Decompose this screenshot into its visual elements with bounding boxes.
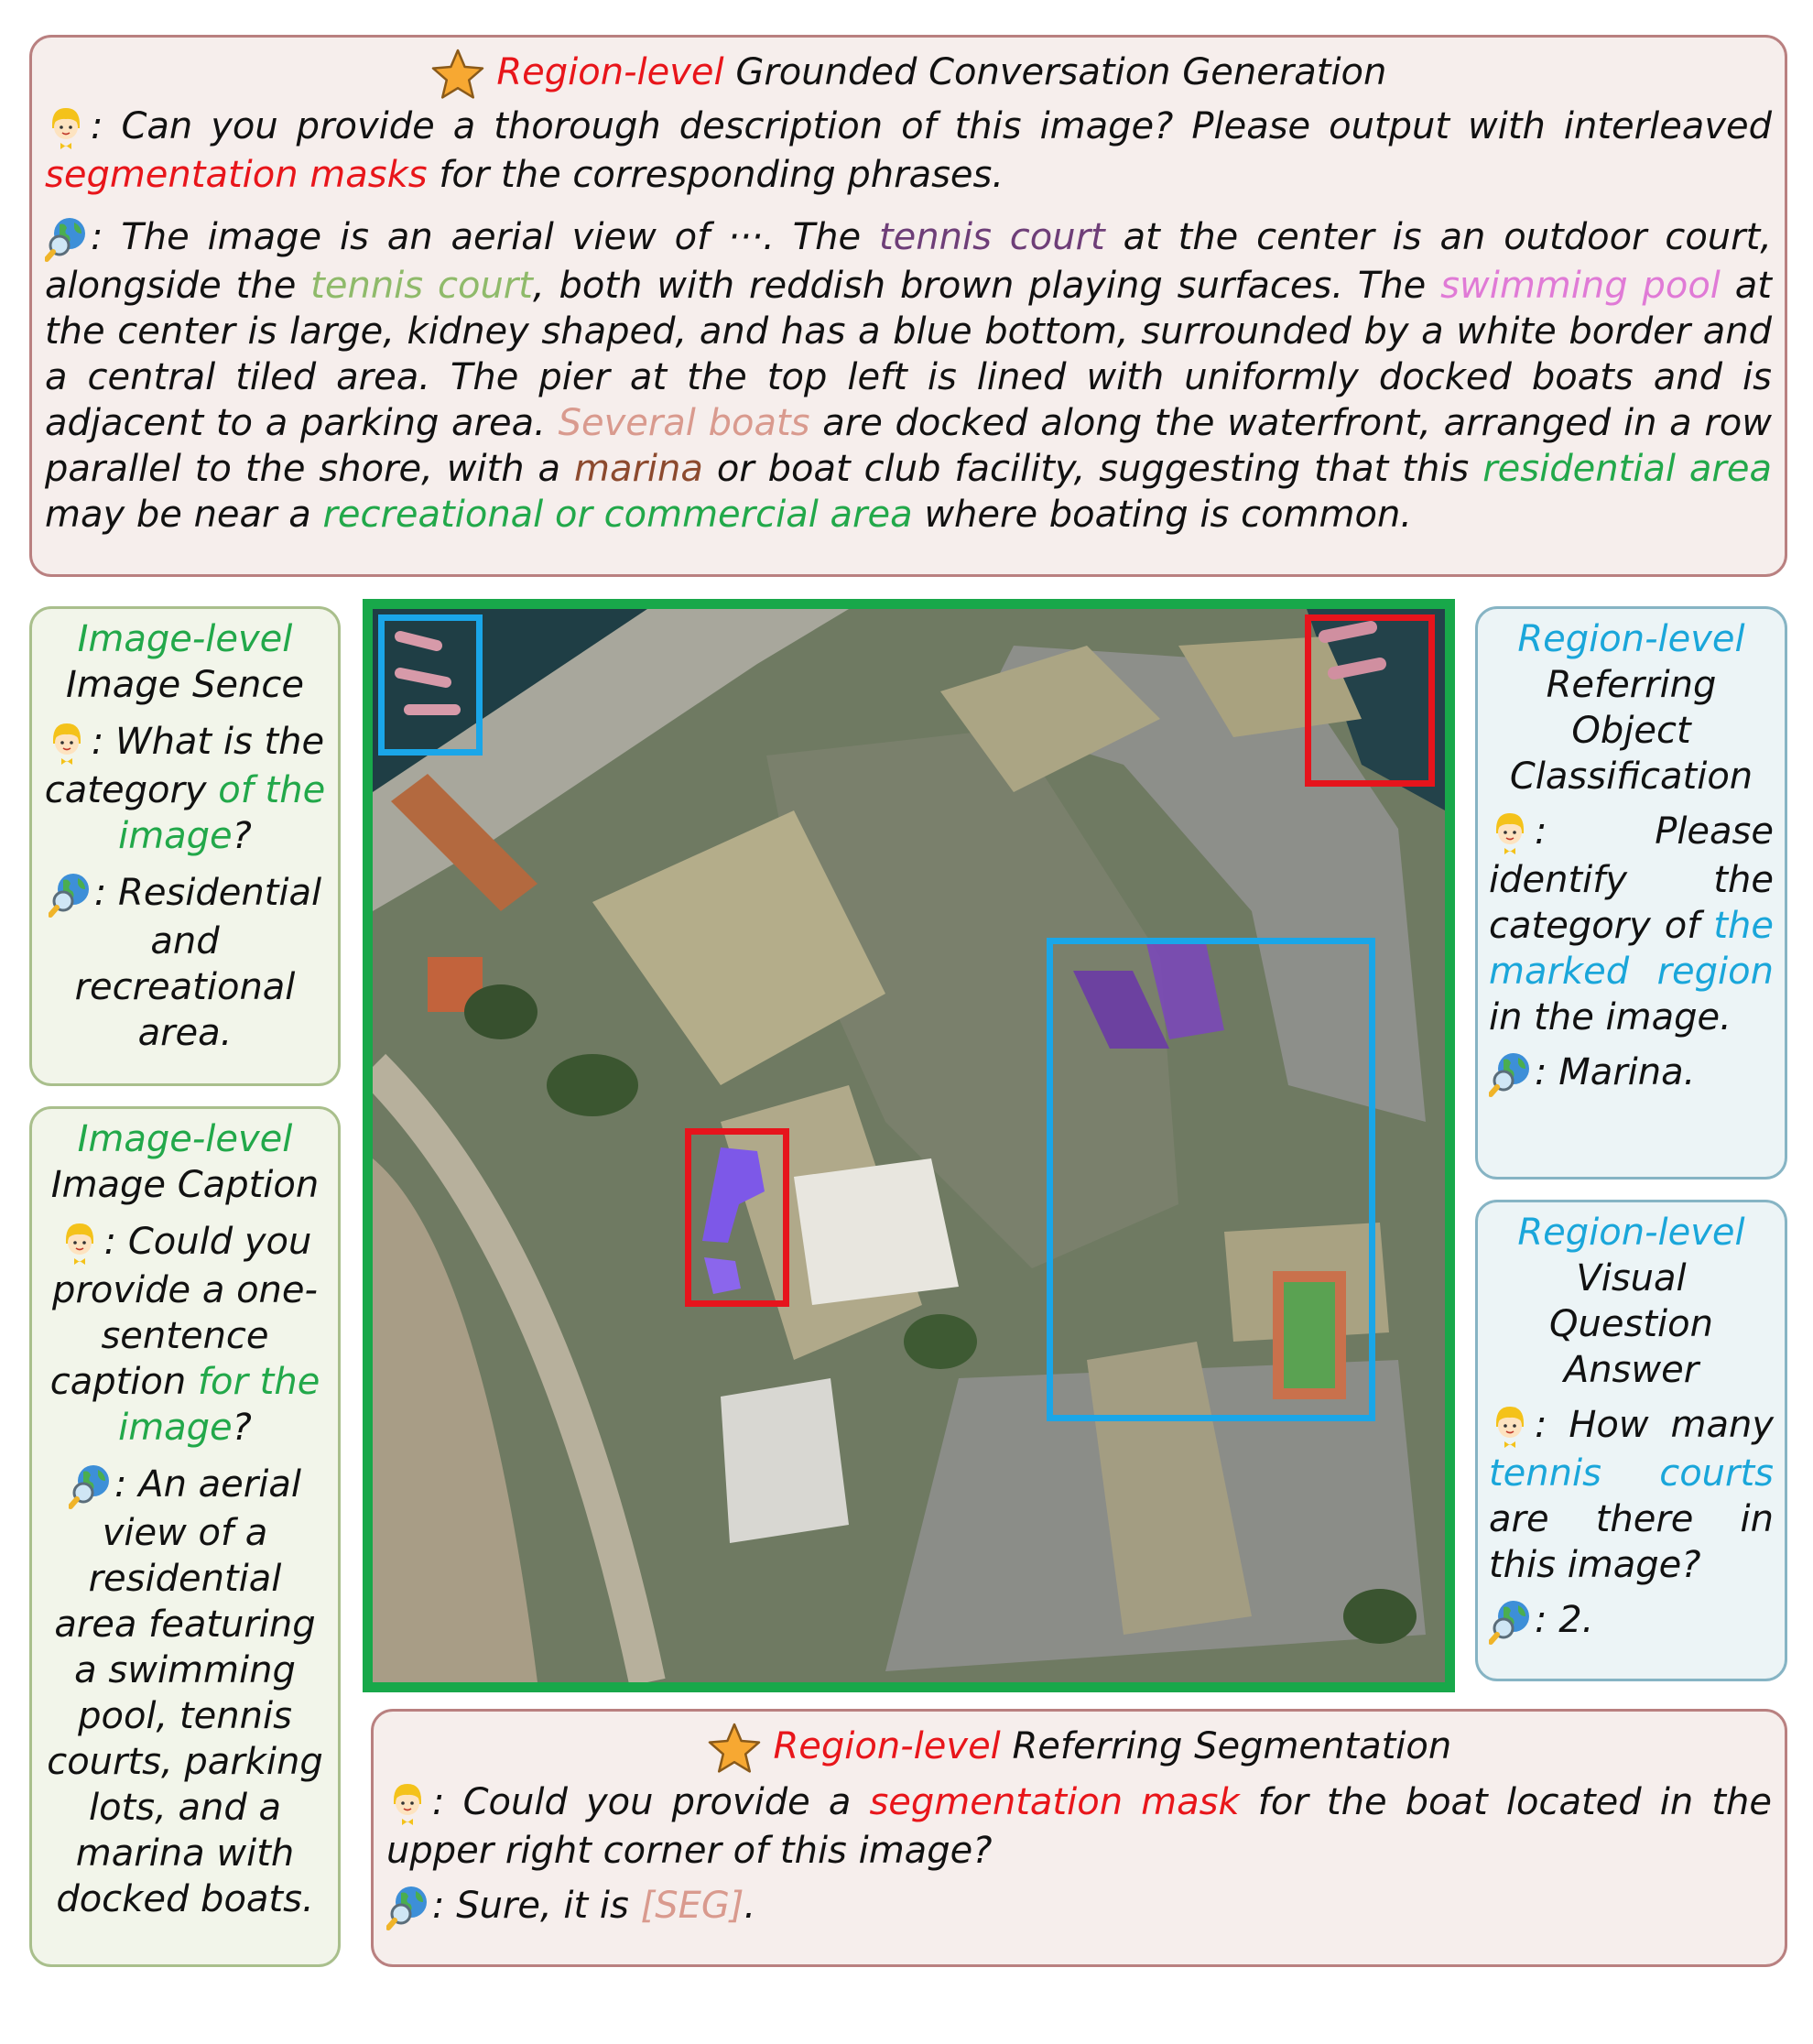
roc-answer-text: : Marina.	[1535, 1051, 1696, 1093]
seg-question	[386, 1779, 1772, 1874]
gcg-answer-text-1: : The image is an aerial view of ···. The	[91, 216, 879, 258]
gcg-phrase-tennis-court-2: tennis court	[310, 265, 533, 307]
seg-question-highlight: segmentation mask	[869, 1781, 1240, 1823]
vqa-answer-text: : 2.	[1535, 1599, 1594, 1641]
star-icon	[707, 1721, 762, 1776]
star-icon	[430, 47, 485, 102]
image-scene-question-text-2: ?	[232, 815, 252, 857]
roc-task: Referring Object Classification	[1509, 664, 1753, 798]
vqa-question-text-1: : How many	[1535, 1404, 1774, 1446]
image-caption-question-text-2: ?	[232, 1407, 252, 1449]
earth-magnifier-icon	[1489, 1050, 1531, 1098]
seg-question-text-1: : Could you provide a	[432, 1781, 870, 1823]
gcg-title-task: Grounded Conversation Generation	[723, 51, 1387, 93]
vqa-task: Visual Question Answer	[1549, 1257, 1713, 1391]
seg-title-task: Referring Segmentation	[1000, 1725, 1452, 1767]
gcg-answer-text-4: at the center is large, kidney shaped, and has a blue bottom, surrounded by a white border and a central tiled area. The pier at the top left is lined with uniformly docked boats and is adjacent to a parking area.	[45, 265, 1772, 444]
image-caption-answer	[43, 1462, 327, 1922]
user-icon	[59, 1220, 101, 1267]
marked-region-tennis-courts-box	[1047, 938, 1375, 1421]
vqa-level: Region-level	[1517, 1212, 1745, 1254]
image-caption-question-text-1: : Could you provide a one-sentence caption	[49, 1221, 318, 1403]
marked-region-swimming-pool-box	[685, 1128, 789, 1307]
gcg-question-highlight: segmentation masks	[45, 154, 428, 196]
gcg-question	[45, 103, 1772, 198]
user-icon	[46, 720, 88, 767]
marked-region-pier-box	[378, 614, 483, 756]
roc-question-text-2: in the image.	[1489, 996, 1732, 1038]
gcg-answer-text-3: , both with reddish brown playing surfaces. The	[532, 265, 1441, 307]
image-scene-panel	[29, 606, 341, 1086]
image-caption-question	[43, 1219, 327, 1451]
image-scene-question-highlight: of the image	[118, 769, 326, 857]
seg-answer-text-1: : Sure, it is	[432, 1885, 641, 1927]
gcg-phrase-swimming-pool: swimming pool	[1440, 265, 1721, 307]
gcg-question-text-1: : Can you provide a thorough description of this image? Please output with interleaved	[91, 105, 1772, 147]
vqa-question-highlight: tennis courts	[1489, 1452, 1774, 1495]
image-caption-answer-text: : An aerial view of a residential area featuring a swimming pool, tennis courts, parking lots, and a marina with docked boats.	[47, 1463, 323, 1920]
gcg-phrase-several-boats: Several boats	[558, 402, 810, 444]
image-scene-question	[43, 719, 327, 859]
vqa-question-text-2: are there in this image?	[1489, 1498, 1774, 1586]
seg-question-text-2: for the boat located in the upper right corner of this image?	[386, 1781, 1772, 1872]
earth-magnifier-icon	[69, 1462, 111, 1510]
referring-segmentation-panel	[371, 1709, 1787, 1967]
image-scene-task: Image Sence	[66, 664, 304, 706]
seg-title-level: Region-level	[773, 1725, 1001, 1767]
image-scene-question-text-1: : What is the category	[44, 721, 325, 811]
user-icon	[45, 104, 87, 152]
user-icon	[1489, 810, 1531, 857]
roc-question	[1489, 809, 1774, 1040]
gcg-panel	[29, 35, 1787, 577]
earth-magnifier-icon	[45, 215, 87, 263]
marked-region-marina-box	[1305, 614, 1435, 787]
gcg-answer-text-2: at the center is an outdoor court, alongside the	[45, 216, 1772, 307]
earth-magnifier-icon	[1489, 1598, 1531, 1646]
image-scene-answer-text: : Residential and recreational area.	[74, 872, 322, 1054]
roc-question-highlight: the marked region	[1489, 905, 1774, 993]
gcg-phrase-marina: marina	[573, 448, 703, 490]
earth-magnifier-icon	[386, 1884, 429, 1931]
vqa-question	[1489, 1402, 1774, 1588]
roc-panel	[1475, 606, 1787, 1180]
image-caption-level: Image-level	[77, 1118, 293, 1160]
image-caption-panel	[29, 1106, 341, 1967]
user-icon	[1489, 1403, 1531, 1451]
user-icon	[386, 1780, 429, 1828]
gcg-title-level: Region-level	[496, 51, 724, 93]
gcg-answer-text-8: where boating is common.	[912, 494, 1413, 536]
aerial-image	[363, 599, 1455, 1692]
gcg-answer	[45, 214, 1772, 538]
gcg-title	[32, 47, 1785, 102]
roc-question-text-1: : Please identify the category of	[1489, 810, 1774, 947]
vqa-panel	[1475, 1200, 1787, 1681]
gcg-answer-text-6: or boat club facility, suggesting that this	[702, 448, 1483, 490]
seg-answer	[386, 1883, 1772, 1931]
gcg-phrase-residential-area: residential area	[1482, 448, 1772, 490]
gcg-phrase-tennis-court-1: tennis court	[879, 216, 1105, 258]
earth-magnifier-icon	[49, 871, 91, 919]
roc-answer	[1489, 1049, 1774, 1098]
gcg-answer-text-5: are docked along the waterfront, arranged in a row parallel to the shore, with a	[45, 402, 1772, 490]
seg-answer-text-2: .	[744, 1885, 756, 1927]
vqa-answer	[1489, 1597, 1774, 1646]
gcg-answer-text-7: may be near a	[45, 494, 323, 536]
image-caption-task: Image Caption	[50, 1164, 320, 1206]
roc-level: Region-level	[1517, 618, 1745, 660]
gcg-phrase-recreational-area: recreational or commercial area	[322, 494, 913, 536]
image-caption-question-highlight: for the image	[118, 1361, 320, 1449]
image-scene-answer	[43, 870, 327, 1056]
seg-token: [SEG]	[640, 1885, 744, 1927]
image-scene-level: Image-level	[77, 618, 293, 660]
seg-title	[386, 1721, 1772, 1776]
gcg-question-text-2: for the corresponding phrases.	[427, 154, 1004, 196]
